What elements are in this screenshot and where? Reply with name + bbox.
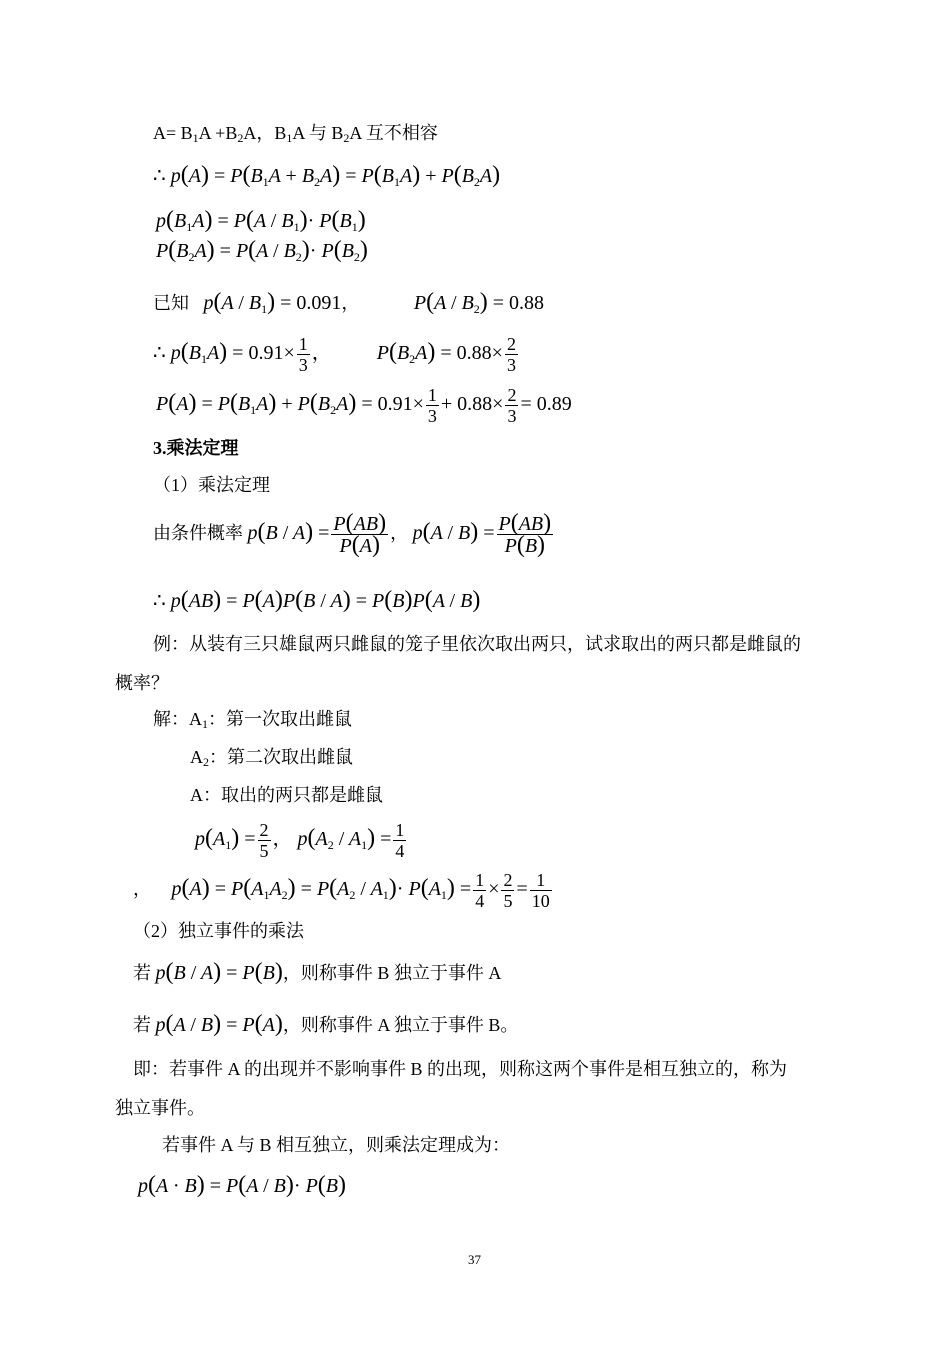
formula-given: $p(A_1)$ = $\frac{2}{5}$ ， $p(A_2 / A_1)$ = $\frac{1}{4}$ (195, 820, 405, 861)
formula-values: ∴ $p(B_1A) = 0.91\times$ $\frac{1}{3}$ ， $P(B_2A) = 0.88\times$ $\frac{2}{3}$ (153, 334, 516, 375)
text: A 互不相容 (349, 123, 438, 143)
formula-b1a: $p(B_1A) = P(A / B_1)\cdot P(B_1)$ (156, 207, 366, 234)
subsection-title: （1）乘法定理 (153, 475, 270, 495)
text-line-1 (153, 121, 438, 150)
definition-line-1: 即：若事件 A 的出现并不影响事件 B 的出现，则称这两个事件是相互独立的，称为 (133, 1059, 788, 1079)
text: 已知 (153, 293, 189, 313)
text: 1 (286, 131, 293, 145)
text: A，B (243, 123, 287, 143)
text: ， (133, 879, 151, 900)
text: ：第一次取出雌鼠 (208, 709, 352, 729)
known-line: 已知 $p(A / B_1) = 0.091$， $P(A / B_2) = 0.88$ (153, 289, 545, 316)
text: 若 (133, 1015, 151, 1035)
definition-line-2: 独立事件。 (115, 1098, 205, 1118)
subsection-title-2: （2）独立事件的乘法 (133, 921, 304, 941)
formula-total-prob: ∴ $p(A) = P(B_1A + B_2A) = P(B_1A) + P(B_2A)$ (153, 162, 501, 189)
text: A= B (153, 123, 193, 143)
example-line-2: 概率？ (115, 673, 169, 693)
text: 2 (237, 131, 244, 145)
text: 由条件概率 (153, 523, 243, 544)
text: A (190, 747, 203, 767)
text: A +B (198, 123, 238, 143)
formula-multiplication: ∴ p(AB) = P(A)P(B / A) = P(B)P(A / B) (153, 587, 481, 613)
text: 若 (133, 963, 151, 983)
text: ：第二次取出雌鼠 (209, 747, 353, 767)
conditional-prob-line: 由条件概率 p(B / A) = $\frac{P(AB)}{P(A)}$ ， p(A / B) = $\frac{P(AB)}{P(B)}$ (153, 510, 552, 558)
formula-result: $P(A) = P(B_1A) + P(B_2A) = 0.91\times$ $\frac{1}{3}$ + 0.88× $\frac{2}{3}$ = 0.89 (156, 385, 572, 426)
page-number: 37 (468, 1252, 481, 1267)
text: A 与 B (292, 123, 344, 143)
formula-b2a: $P(B_2A) = P(A / B_2)\cdot P(B_2)$ (156, 237, 368, 264)
formula-independent: p(A · B) = P(A / B)· P(B) (138, 1172, 346, 1198)
text: 1 (192, 131, 199, 145)
solution-line-1: 解：A1：第一次取出雌鼠 (153, 709, 352, 731)
section-title: 3.乘法定理 (153, 438, 239, 458)
solution-line-2: A2：第二次取出雌鼠 (190, 747, 353, 769)
independence-line-1: 若 p(B / A) = P(B)，则称事件 B 独立于事件 A (133, 959, 502, 985)
example-line-1: 例：从装有三只雄鼠两只雌鼠的笼子里依次取出两只，试求取出的两只都是雌鼠的 (153, 634, 801, 654)
formula-solution-answer: ， $p(A) = P(A_1A_2) = P(A_2 / A_1)\cdot P(A_1)$ = $\frac{1}{4}$ × $\frac{2}{5}$ = $\frac{1}{10}$ (133, 870, 550, 911)
text: ，则称事件 A 独立于事件 B。 (282, 1015, 519, 1035)
independence-line-2: 若 p(A / B) = P(A)，则称事件 A 独立于事件 B。 (133, 1011, 519, 1037)
text: 2 (343, 131, 350, 145)
text: ，则称事件 B 独立于事件 A (282, 963, 502, 983)
solution-line-3: A：取出的两只都是雌鼠 (190, 785, 383, 805)
independence-statement: 若事件 A 与 B 相互独立，则乘法定理成为： (162, 1135, 511, 1155)
text: 解：A (153, 709, 202, 729)
